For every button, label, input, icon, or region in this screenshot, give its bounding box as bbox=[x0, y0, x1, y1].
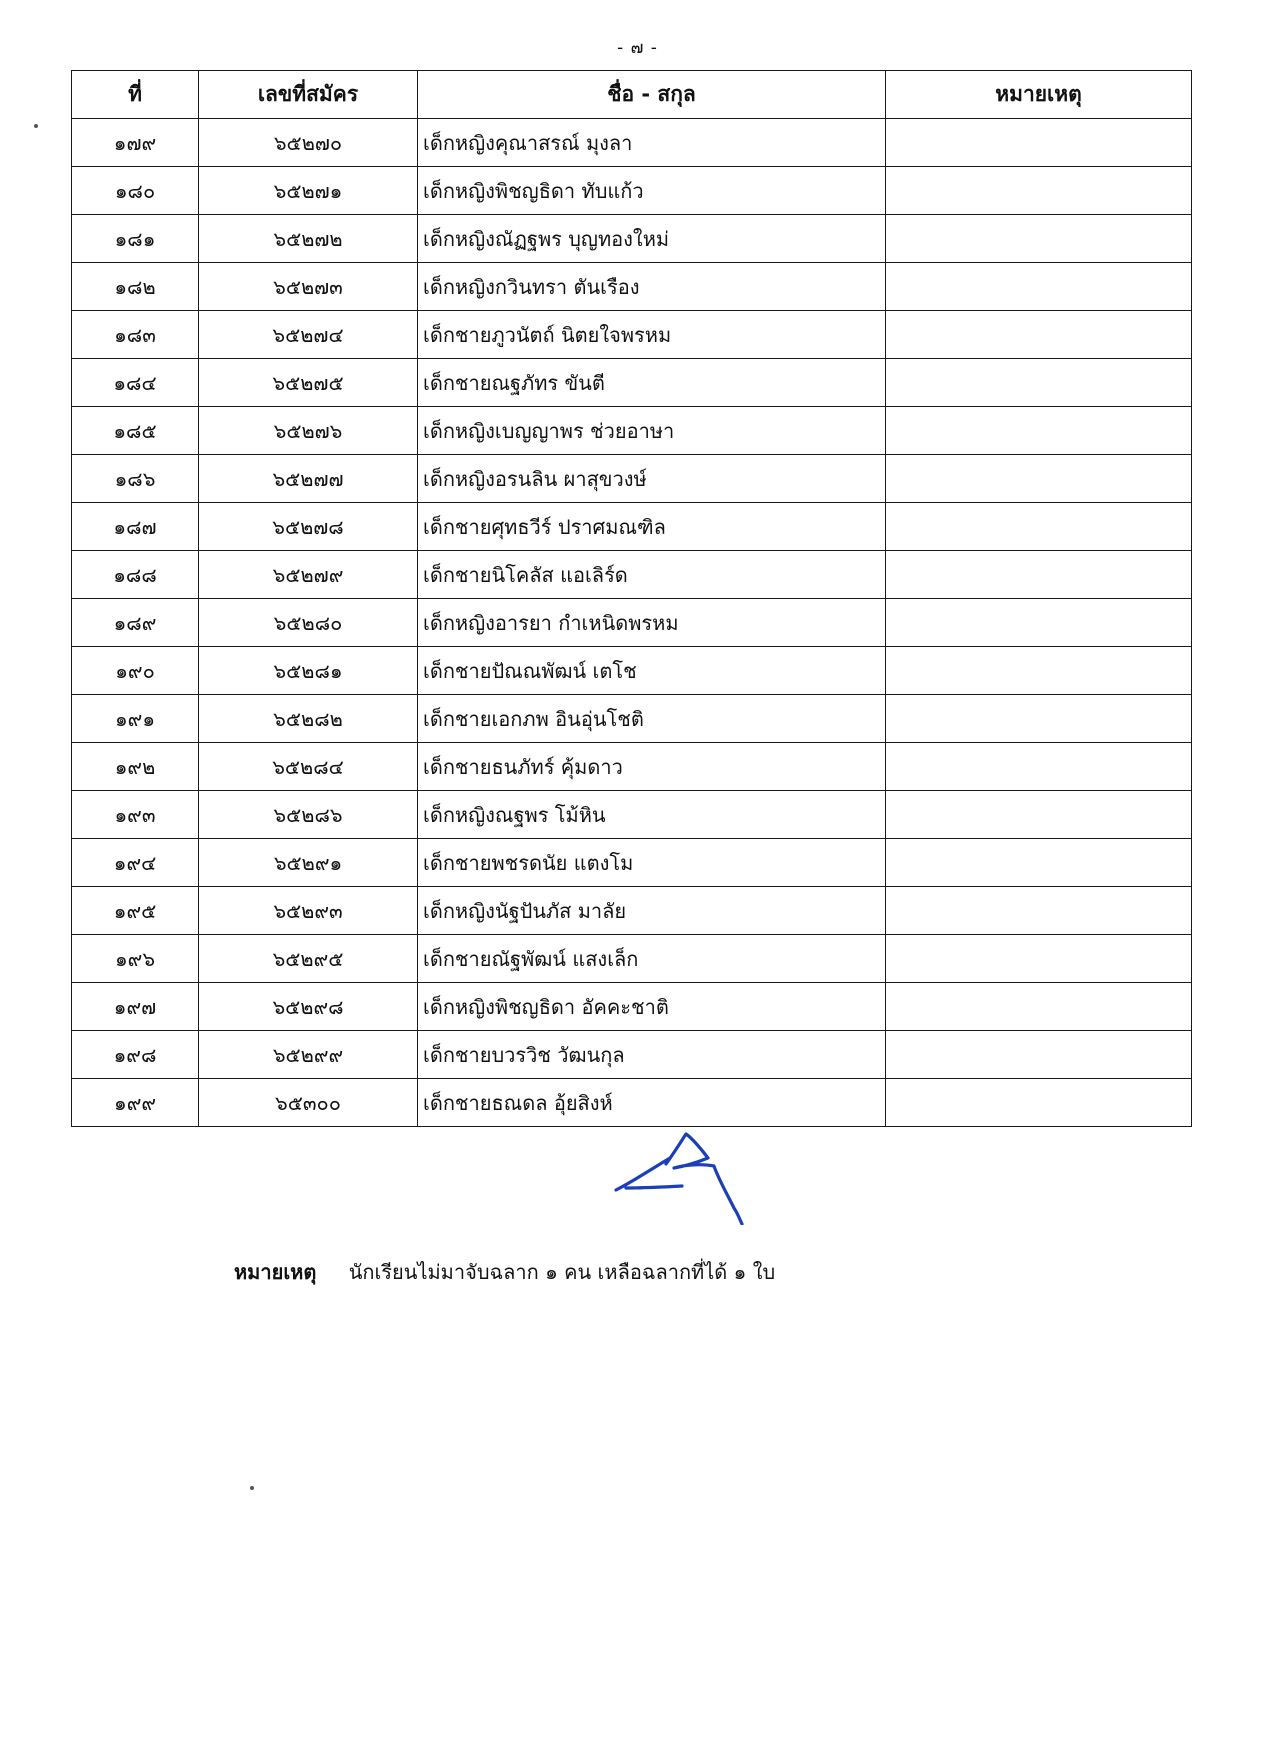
footnote bbox=[234, 1256, 775, 1288]
cell-no: ๑๘๒ bbox=[72, 263, 199, 311]
cell-application-no: ๖๕๒๘๒ bbox=[199, 695, 418, 743]
table-row bbox=[72, 359, 1192, 407]
scan-dust-mark bbox=[34, 124, 38, 128]
table-row bbox=[72, 695, 1192, 743]
cell-no: ๑๘๐ bbox=[72, 167, 199, 215]
table-row bbox=[72, 647, 1192, 695]
cell-no: ๑๘๔ bbox=[72, 359, 199, 407]
cell-remark bbox=[886, 359, 1192, 407]
table-header bbox=[72, 71, 1192, 119]
cell-name: เด็กชายพชรดนัย แตงโม bbox=[418, 839, 886, 887]
cell-name: เด็กชายภูวนัตถ์ นิตยใจพรหม bbox=[418, 311, 886, 359]
cell-application-no: ๖๕๒๗๓ bbox=[199, 263, 418, 311]
cell-name: เด็กหญิงอารยา กำเหนิดพรหม bbox=[418, 599, 886, 647]
table-row bbox=[72, 743, 1192, 791]
table-row bbox=[72, 551, 1192, 599]
cell-no: ๑๘๗ bbox=[72, 503, 199, 551]
cell-application-no: ๖๕๒๗๑ bbox=[199, 167, 418, 215]
table-row bbox=[72, 791, 1192, 839]
cell-remark bbox=[886, 1079, 1192, 1127]
cell-remark bbox=[886, 839, 1192, 887]
cell-application-no: ๖๕๒๗๔ bbox=[199, 311, 418, 359]
cell-remark bbox=[886, 1031, 1192, 1079]
table-row bbox=[72, 935, 1192, 983]
cell-remark bbox=[886, 551, 1192, 599]
cell-remark bbox=[886, 599, 1192, 647]
cell-name: เด็กหญิงอรนลิน ผาสุขวงษ์ bbox=[418, 455, 886, 503]
cell-no: ๑๙๓ bbox=[72, 791, 199, 839]
cell-application-no: ๖๕๒๗๒ bbox=[199, 215, 418, 263]
table-row bbox=[72, 839, 1192, 887]
cell-no: ๑๘๓ bbox=[72, 311, 199, 359]
cell-name: เด็กชายบวรวิช วัฒนกุล bbox=[418, 1031, 886, 1079]
cell-name: เด็กชายธณดล อุ้ยสิงห์ bbox=[418, 1079, 886, 1127]
scan-dust-mark bbox=[250, 1486, 254, 1490]
cell-application-no: ๖๕๒๗๘ bbox=[199, 503, 418, 551]
cell-name: เด็กหญิงพิชญธิดา ทับแก้ว bbox=[418, 167, 886, 215]
table-row bbox=[72, 1079, 1192, 1127]
cell-no: ๑๙๒ bbox=[72, 743, 199, 791]
cell-remark bbox=[886, 695, 1192, 743]
page-number: - ๗ - bbox=[617, 38, 658, 58]
cell-name: เด็กชายณฐภัทร ขันตี bbox=[418, 359, 886, 407]
cell-application-no: ๖๕๒๘๔ bbox=[199, 743, 418, 791]
cell-remark bbox=[886, 167, 1192, 215]
header-row bbox=[72, 71, 1192, 119]
cell-no: ๑๙๔ bbox=[72, 839, 199, 887]
cell-application-no: ๖๕๒๗๙ bbox=[199, 551, 418, 599]
cell-no: ๑๙๘ bbox=[72, 1031, 199, 1079]
table-row bbox=[72, 407, 1192, 455]
cell-no: ๑๘๘ bbox=[72, 551, 199, 599]
table-row bbox=[72, 1031, 1192, 1079]
cell-no: ๑๗๙ bbox=[72, 119, 199, 167]
cell-no: ๑๙๐ bbox=[72, 647, 199, 695]
cell-application-no: ๖๕๒๘๖ bbox=[199, 791, 418, 839]
cell-name: เด็กชายธนภัทร์ คุ้มดาว bbox=[418, 743, 886, 791]
cell-name: เด็กหญิงพิชญธิดา อัคคะชาติ bbox=[418, 983, 886, 1031]
cell-application-no: ๖๕๒๘๑ bbox=[199, 647, 418, 695]
cell-name: เด็กหญิงนัฐปันภัส มาลัย bbox=[418, 887, 886, 935]
signature bbox=[612, 1130, 782, 1225]
cell-no: ๑๘๖ bbox=[72, 455, 199, 503]
table-row bbox=[72, 887, 1192, 935]
table-row bbox=[72, 503, 1192, 551]
header-name: ชื่อ - สกุล bbox=[418, 71, 886, 119]
table-row bbox=[72, 263, 1192, 311]
cell-application-no: ๖๕๒๙๓ bbox=[199, 887, 418, 935]
table-row bbox=[72, 119, 1192, 167]
cell-name: เด็กชายศุทธวีร์ ปราศมณฑิล bbox=[418, 503, 886, 551]
cell-remark bbox=[886, 983, 1192, 1031]
cell-name: เด็กชายณัฐพัฒน์ แสงเล็ก bbox=[418, 935, 886, 983]
cell-application-no: ๖๕๓๐๐ bbox=[199, 1079, 418, 1127]
table-body bbox=[72, 119, 1192, 1127]
cell-remark bbox=[886, 215, 1192, 263]
cell-no: ๑๘๑ bbox=[72, 215, 199, 263]
cell-remark bbox=[886, 743, 1192, 791]
table-row bbox=[72, 455, 1192, 503]
table-row bbox=[72, 167, 1192, 215]
cell-remark bbox=[886, 407, 1192, 455]
cell-application-no: ๖๕๒๗๐ bbox=[199, 119, 418, 167]
cell-remark bbox=[886, 311, 1192, 359]
student-roster-table bbox=[71, 70, 1192, 1127]
header-application-no: เลขที่สมัคร bbox=[199, 71, 418, 119]
cell-name: เด็กชายนิโคลัส แอเลิร์ด bbox=[418, 551, 886, 599]
header-remark: หมายเหตุ bbox=[886, 71, 1192, 119]
footnote-label: หมายเหตุ bbox=[234, 1260, 317, 1284]
cell-no: ๑๙๑ bbox=[72, 695, 199, 743]
cell-application-no: ๖๕๒๙๑ bbox=[199, 839, 418, 887]
cell-name: เด็กชายเอกภพ อินอุ่นโชติ bbox=[418, 695, 886, 743]
cell-no: ๑๙๗ bbox=[72, 983, 199, 1031]
header-no: ที่ bbox=[72, 71, 199, 119]
cell-name: เด็กชายปัณณพัฒน์ เตโช bbox=[418, 647, 886, 695]
cell-application-no: ๖๕๒๙๕ bbox=[199, 935, 418, 983]
cell-name: เด็กหญิงณัฏฐพร บุญทองใหม่ bbox=[418, 215, 886, 263]
cell-remark bbox=[886, 263, 1192, 311]
table-row bbox=[72, 311, 1192, 359]
cell-remark bbox=[886, 503, 1192, 551]
cell-no: ๑๙๖ bbox=[72, 935, 199, 983]
cell-remark bbox=[886, 887, 1192, 935]
cell-application-no: ๖๕๒๘๐ bbox=[199, 599, 418, 647]
cell-remark bbox=[886, 119, 1192, 167]
cell-remark bbox=[886, 455, 1192, 503]
cell-application-no: ๖๕๒๗๖ bbox=[199, 407, 418, 455]
cell-application-no: ๖๕๒๙๘ bbox=[199, 983, 418, 1031]
cell-name: เด็กหญิงเบญญาพร ช่วยอาษา bbox=[418, 407, 886, 455]
footnote-text: นักเรียนไม่มาจับฉลาก ๑ คน เหลือฉลากที่ได้ ๑ ใบ bbox=[348, 1260, 776, 1284]
cell-remark bbox=[886, 647, 1192, 695]
cell-remark bbox=[886, 935, 1192, 983]
cell-name: เด็กหญิงกวินทรา ตันเรือง bbox=[418, 263, 886, 311]
cell-application-no: ๖๕๒๗๗ bbox=[199, 455, 418, 503]
cell-application-no: ๖๕๒๙๙ bbox=[199, 1031, 418, 1079]
cell-remark bbox=[886, 791, 1192, 839]
table-row bbox=[72, 215, 1192, 263]
cell-no: ๑๙๙ bbox=[72, 1079, 199, 1127]
cell-no: ๑๘๕ bbox=[72, 407, 199, 455]
cell-no: ๑๙๕ bbox=[72, 887, 199, 935]
cell-no: ๑๘๙ bbox=[72, 599, 199, 647]
cell-name: เด็กหญิงณฐพร โม้หิน bbox=[418, 791, 886, 839]
cell-name: เด็กหญิงคุณาสรณ์ มุงลา bbox=[418, 119, 886, 167]
cell-application-no: ๖๕๒๗๕ bbox=[199, 359, 418, 407]
table-row bbox=[72, 599, 1192, 647]
table-row bbox=[72, 983, 1192, 1031]
